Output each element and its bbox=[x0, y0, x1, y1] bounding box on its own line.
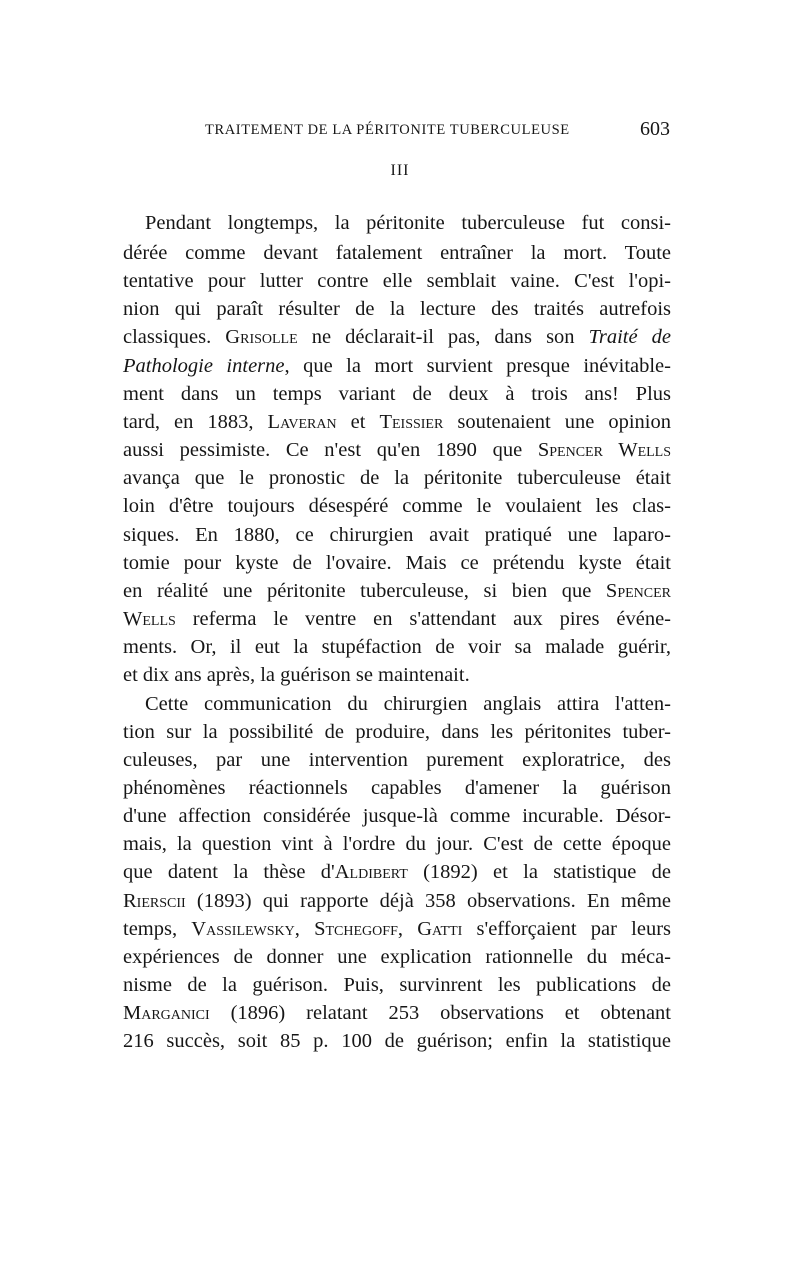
text-line: que datent la thèse d'Aldibert (1892) et la statistique de bbox=[123, 861, 672, 883]
text-line: Cette communication du chirurgien anglais attira l'atten- bbox=[145, 693, 671, 715]
author-name: Wells bbox=[123, 608, 176, 630]
text-line: nisme de la guérison. Puis, survinrent les publications de bbox=[123, 974, 671, 996]
text-line: siques. En 1880, ce chirurgien avait pratiqué une laparo- bbox=[123, 524, 671, 546]
author-name: Vassilewsky bbox=[191, 918, 295, 940]
text-line: aussi pessimiste. Ce n'est qu'en 1890 que Spencer Wells bbox=[123, 439, 672, 461]
author-name: Laveran bbox=[267, 411, 337, 433]
text-line: tion sur la possibilité de produire, dans les péritonites tuber- bbox=[123, 721, 671, 743]
text-line: tentative pour lutter contre elle semblait vaine. C'est l'opi- bbox=[123, 270, 671, 292]
text-line: mais, la question vint à l'ordre du jour. C'est de cette époque bbox=[123, 833, 671, 855]
text-line: ment dans un temps variant de deux à trois ans! Plus bbox=[123, 383, 671, 405]
text-line: tomie pour kyste de l'ovaire. Mais ce prétendu kyste était bbox=[123, 552, 671, 574]
author-name: Rierscii bbox=[123, 890, 186, 912]
book-title: Traité de bbox=[588, 326, 671, 348]
section-heading: III bbox=[390, 162, 410, 179]
text-line: dérée comme devant fatalement entraîner la mort. Toute bbox=[123, 242, 671, 264]
text-line: Wells referma le ventre en s'attendant aux pires événe- bbox=[123, 608, 671, 630]
text-line: classiques. Grisolle ne déclarait-il pas, dans son Traité de bbox=[123, 326, 671, 348]
text-line: Rierscii (1893) qui rapporte déjà 358 observations. En même bbox=[123, 890, 671, 912]
author-name: Aldibert bbox=[334, 861, 408, 883]
text-line: expériences de donner une explication rationnelle du méca- bbox=[123, 946, 671, 968]
text-line: Pendant longtemps, la péritonite tuberculeuse fut consi- bbox=[145, 212, 671, 234]
text-line: culeuses, par une intervention purement exploratrice, des bbox=[123, 749, 671, 771]
text-line: avança que le pronostic de la péritonite tuberculeuse était bbox=[123, 467, 671, 489]
text-line: en réalité une péritonite tuberculeuse, si bien que Spencer bbox=[123, 580, 671, 602]
text-line: tard, en 1883, Laveran et Teissier soutenaient une opinion bbox=[123, 411, 671, 433]
text-line: et dix ans après, la guérison se maintenait. bbox=[123, 664, 470, 686]
running-title: TRAITEMENT DE LA PÉRITONITE TUBERCULEUSE bbox=[205, 122, 570, 138]
text-line: 216 succès, soit 85 p. 100 de guérison; enfin la statistique bbox=[123, 1030, 671, 1052]
page-number: 603 bbox=[640, 118, 670, 140]
text-line: d'une affection considérée jusque-là comme incurable. Désor- bbox=[123, 805, 671, 827]
text-line: ments. Or, il eut la stupéfaction de voir sa malade guérir, bbox=[123, 636, 671, 658]
author-name: Grisolle bbox=[225, 326, 298, 348]
text-line: loin d'être toujours désespéré comme le voulaient les clas- bbox=[123, 495, 671, 517]
author-name: Teissier bbox=[379, 411, 444, 433]
author-name: Gatti bbox=[417, 918, 463, 940]
author-name: Marganici bbox=[123, 1002, 210, 1024]
text-line: Marganici (1896) relatant 253 observations et obtenant bbox=[123, 1002, 671, 1024]
text-line: nion qui paraît résulter de la lecture des traités autrefois bbox=[123, 298, 671, 320]
author-name: Stchegoff bbox=[314, 918, 398, 940]
author-name: Spencer bbox=[605, 580, 671, 602]
text-line: phénomènes réactionnels capables d'amener la guérison bbox=[123, 777, 671, 799]
text-line: Pathologie interne, que la mort survient presque inévitable- bbox=[123, 355, 671, 377]
text-line: temps, Vassilewsky, Stchegoff, Gatti s'efforçaient par leurs bbox=[123, 918, 672, 940]
book-title: Pathologie interne bbox=[123, 355, 285, 377]
author-name: Spencer Wells bbox=[537, 439, 672, 461]
running-header bbox=[205, 118, 670, 144]
